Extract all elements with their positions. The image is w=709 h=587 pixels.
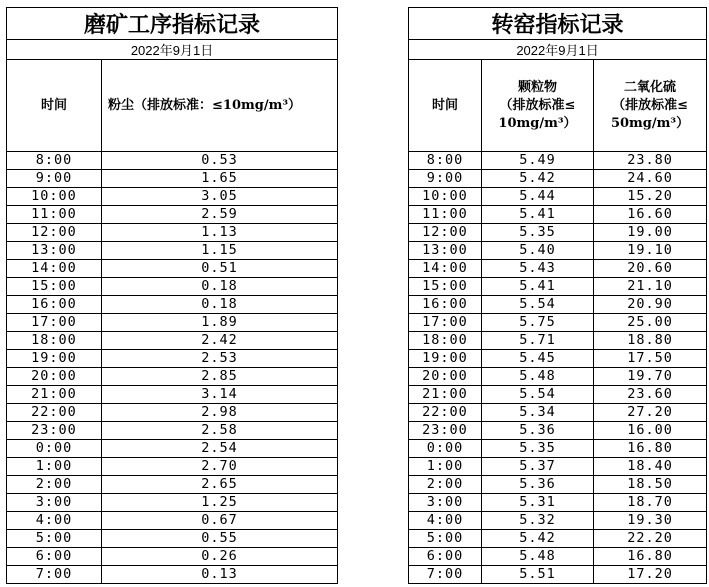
time-cell: 21:00 — [7, 386, 102, 404]
grinding-table-title: 磨矿工序指标记录 — [7, 8, 338, 40]
so2-value-cell: 23.80 — [594, 152, 707, 170]
dust-value-cell: 0.26 — [102, 548, 338, 566]
so2-value-cell: 19.10 — [594, 242, 707, 260]
dust-value-cell: 0.13 — [102, 566, 338, 584]
so2-header-line2: （排放标准≤ — [612, 97, 688, 113]
time-cell: 15:00 — [409, 278, 482, 296]
so2-value-cell: 18.80 — [594, 332, 707, 350]
so2-value-cell: 18.70 — [594, 494, 707, 512]
so2-value-cell: 15.20 — [594, 188, 707, 206]
dust-value-cell: 0.55 — [102, 530, 338, 548]
table-row — [409, 224, 707, 242]
time-cell: 19:00 — [409, 350, 482, 368]
time-cell: 14:00 — [409, 260, 482, 278]
time-cell: 2:00 — [7, 476, 102, 494]
so2-value-cell: 25.00 — [594, 314, 707, 332]
dust-value-cell: 0.53 — [102, 152, 338, 170]
dust-value-cell: 2.54 — [102, 440, 338, 458]
dust-value-cell: 2.85 — [102, 368, 338, 386]
particulate-value-cell: 5.49 — [482, 152, 594, 170]
table-row — [409, 152, 707, 170]
so2-value-cell: 16.80 — [594, 440, 707, 458]
particulate-value-cell: 5.36 — [482, 422, 594, 440]
particulate-value-cell: 5.35 — [482, 224, 594, 242]
so2-value-cell: 19.30 — [594, 512, 707, 530]
so2-value-cell: 19.00 — [594, 224, 707, 242]
table-row — [7, 566, 338, 584]
time-cell: 15:00 — [7, 278, 102, 296]
so2-value-cell: 16.60 — [594, 206, 707, 224]
so2-value-cell: 18.50 — [594, 476, 707, 494]
time-cell: 10:00 — [7, 188, 102, 206]
table-row — [7, 260, 338, 278]
time-cell: 8:00 — [409, 152, 482, 170]
table-row — [409, 386, 707, 404]
table-row — [409, 314, 707, 332]
time-cell: 17:00 — [7, 314, 102, 332]
particulate-value-cell: 5.42 — [482, 530, 594, 548]
particulate-value-cell: 5.34 — [482, 404, 594, 422]
dust-value-cell: 0.18 — [102, 278, 338, 296]
so2-header-line3: 50mg/m³） — [610, 115, 690, 131]
table-row — [409, 188, 707, 206]
so2-value-cell: 19.70 — [594, 368, 707, 386]
dust-value-cell: 2.53 — [102, 350, 338, 368]
dust-value-cell: 2.65 — [102, 476, 338, 494]
dust-value-cell: 1.15 — [102, 242, 338, 260]
particulate-value-cell: 5.32 — [482, 512, 594, 530]
so2-header-line1: 二氧化硫 — [624, 79, 677, 95]
time-cell: 3:00 — [409, 494, 482, 512]
table-row — [409, 458, 707, 476]
table-row — [7, 494, 338, 512]
time-cell: 16:00 — [7, 296, 102, 314]
grinding-col-time-header: 时间 — [7, 60, 102, 152]
time-cell: 7:00 — [7, 566, 102, 584]
table-row — [7, 278, 338, 296]
particulate-value-cell: 5.43 — [482, 260, 594, 278]
time-cell: 17:00 — [409, 314, 482, 332]
time-cell: 23:00 — [409, 422, 482, 440]
time-cell: 6:00 — [409, 548, 482, 566]
time-cell: 5:00 — [7, 530, 102, 548]
particulate-value-cell: 5.31 — [482, 494, 594, 512]
time-cell: 8:00 — [7, 152, 102, 170]
time-cell: 13:00 — [7, 242, 102, 260]
dust-value-cell: 0.18 — [102, 296, 338, 314]
table-row — [7, 386, 338, 404]
kiln-table-title: 转窑指标记录 — [409, 8, 707, 40]
particulate-value-cell: 5.75 — [482, 314, 594, 332]
table-row — [409, 494, 707, 512]
table-row — [7, 440, 338, 458]
particulate-value-cell: 5.37 — [482, 458, 594, 476]
dust-value-cell: 1.89 — [102, 314, 338, 332]
time-cell: 18:00 — [7, 332, 102, 350]
grinding-col-dust-header: 粉尘（排放标准：≤10mg/m³） — [102, 60, 338, 152]
time-cell: 20:00 — [7, 368, 102, 386]
time-cell: 23:00 — [7, 422, 102, 440]
table-row — [7, 152, 338, 170]
time-cell: 20:00 — [409, 368, 482, 386]
time-cell: 9:00 — [7, 170, 102, 188]
kiln-table-date: 2022年9月1日 — [409, 40, 707, 60]
particulate-value-cell: 5.40 — [482, 242, 594, 260]
time-cell: 18:00 — [409, 332, 482, 350]
table-row — [409, 368, 707, 386]
time-cell: 0:00 — [7, 440, 102, 458]
particulate-header-line2: （排放标准≤ — [499, 97, 576, 113]
table-row — [7, 404, 338, 422]
time-cell: 10:00 — [409, 188, 482, 206]
so2-value-cell: 17.50 — [594, 350, 707, 368]
time-cell: 12:00 — [409, 224, 482, 242]
dust-value-cell: 2.58 — [102, 422, 338, 440]
kiln-table — [408, 7, 707, 584]
table-row — [7, 530, 338, 548]
time-cell: 14:00 — [7, 260, 102, 278]
kiln-col-particulate-header — [482, 60, 594, 152]
table-row — [409, 242, 707, 260]
table-row — [409, 332, 707, 350]
table-row — [7, 458, 338, 476]
particulate-header-line1: 颗粒物 — [517, 79, 557, 95]
table-row — [409, 206, 707, 224]
so2-value-cell: 20.90 — [594, 296, 707, 314]
dust-value-cell: 3.14 — [102, 386, 338, 404]
particulate-value-cell: 5.44 — [482, 188, 594, 206]
dust-value-cell: 1.25 — [102, 494, 338, 512]
so2-value-cell: 27.20 — [594, 404, 707, 422]
table-row — [409, 260, 707, 278]
dust-value-cell: 2.70 — [102, 458, 338, 476]
time-cell: 16:00 — [409, 296, 482, 314]
table-row — [7, 224, 338, 242]
time-cell: 1:00 — [409, 458, 482, 476]
particulate-value-cell: 5.35 — [482, 440, 594, 458]
particulate-value-cell: 5.54 — [482, 296, 594, 314]
so2-value-cell: 16.00 — [594, 422, 707, 440]
time-cell: 12:00 — [7, 224, 102, 242]
table-row — [409, 296, 707, 314]
so2-value-cell: 24.60 — [594, 170, 707, 188]
table-row — [7, 422, 338, 440]
table-row — [409, 440, 707, 458]
particulate-value-cell: 5.45 — [482, 350, 594, 368]
so2-value-cell: 22.20 — [594, 530, 707, 548]
dust-value-cell: 0.51 — [102, 260, 338, 278]
time-cell: 1:00 — [7, 458, 102, 476]
table-row — [7, 332, 338, 350]
time-cell: 19:00 — [7, 350, 102, 368]
table-row — [409, 404, 707, 422]
table-row — [409, 278, 707, 296]
so2-value-cell: 18.40 — [594, 458, 707, 476]
particulate-value-cell: 5.41 — [482, 206, 594, 224]
time-cell: 22:00 — [409, 404, 482, 422]
kiln-col-time-header: 时间 — [409, 60, 482, 152]
table-row — [409, 548, 707, 566]
particulate-value-cell: 5.42 — [482, 170, 594, 188]
grinding-table-date: 2022年9月1日 — [7, 40, 338, 60]
table-row — [7, 296, 338, 314]
particulate-value-cell: 5.41 — [482, 278, 594, 296]
time-cell: 7:00 — [409, 566, 482, 584]
table-row — [7, 188, 338, 206]
so2-value-cell: 16.80 — [594, 548, 707, 566]
table-row — [7, 476, 338, 494]
kiln-col-so2-header — [594, 60, 707, 152]
time-cell: 0:00 — [409, 440, 482, 458]
table-row — [7, 512, 338, 530]
table-row — [7, 548, 338, 566]
particulate-value-cell: 5.48 — [482, 548, 594, 566]
particulate-value-cell: 5.51 — [482, 566, 594, 584]
dust-value-cell: 2.98 — [102, 404, 338, 422]
particulate-value-cell: 5.36 — [482, 476, 594, 494]
particulate-header-line3: 10mg/m³） — [498, 115, 577, 131]
particulate-value-cell: 5.54 — [482, 386, 594, 404]
time-cell: 21:00 — [409, 386, 482, 404]
table-row — [7, 368, 338, 386]
table-row — [409, 422, 707, 440]
dust-value-cell: 0.67 — [102, 512, 338, 530]
table-row — [409, 530, 707, 548]
time-cell: 4:00 — [409, 512, 482, 530]
grinding-process-table — [6, 7, 338, 584]
time-cell: 9:00 — [409, 170, 482, 188]
table-row — [7, 314, 338, 332]
time-cell: 4:00 — [7, 512, 102, 530]
dust-value-cell: 1.13 — [102, 224, 338, 242]
so2-value-cell: 23.60 — [594, 386, 707, 404]
table-row — [409, 170, 707, 188]
time-cell: 5:00 — [409, 530, 482, 548]
so2-value-cell: 20.60 — [594, 260, 707, 278]
dust-value-cell: 2.59 — [102, 206, 338, 224]
table-row — [409, 350, 707, 368]
time-cell: 13:00 — [409, 242, 482, 260]
particulate-value-cell: 5.71 — [482, 332, 594, 350]
table-row — [409, 512, 707, 530]
table-row — [7, 350, 338, 368]
time-cell: 6:00 — [7, 548, 102, 566]
dust-value-cell: 1.65 — [102, 170, 338, 188]
dust-value-cell: 3.05 — [102, 188, 338, 206]
so2-value-cell: 21.10 — [594, 278, 707, 296]
time-cell: 3:00 — [7, 494, 102, 512]
table-row — [7, 206, 338, 224]
table-row — [7, 242, 338, 260]
so2-value-cell: 17.20 — [594, 566, 707, 584]
time-cell: 22:00 — [7, 404, 102, 422]
time-cell: 11:00 — [409, 206, 482, 224]
time-cell: 2:00 — [409, 476, 482, 494]
table-row — [409, 566, 707, 584]
table-row — [409, 476, 707, 494]
time-cell: 11:00 — [7, 206, 102, 224]
table-row — [7, 170, 338, 188]
particulate-value-cell: 5.48 — [482, 368, 594, 386]
dust-value-cell: 2.42 — [102, 332, 338, 350]
